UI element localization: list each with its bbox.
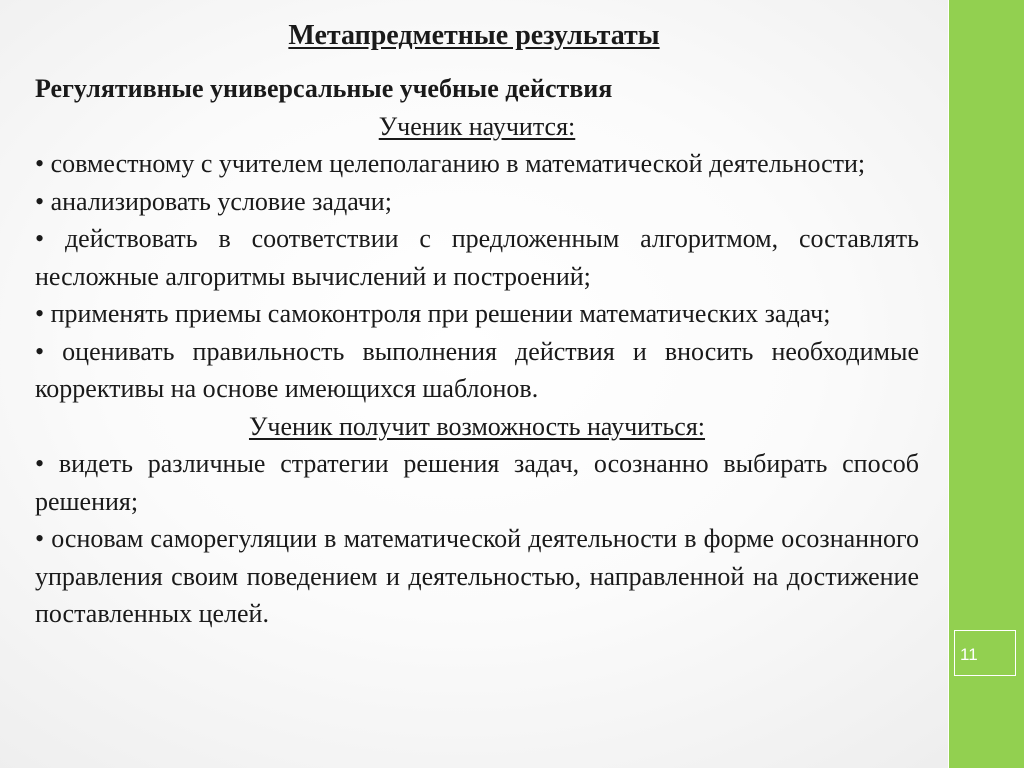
slide-title: Метапредметные результаты <box>288 20 660 51</box>
list-item: • совместному с учителем целеполаганию в математической деятельности; <box>35 149 866 178</box>
subheading: Регулятивные универсальные учебные действия <box>35 74 613 103</box>
list-item: • действовать в соответствии с предложенным алгоритмом, составлять несложные алгоритмы вычислений и построений; <box>35 224 919 291</box>
list-item: • оценивать правильность выполнения действия и вносить необходимые коррективы на основе имеющихся шаблонов. <box>35 336 919 403</box>
page-number: 11 <box>954 630 1016 676</box>
list-item: • видеть различные стратегии решения задач, осознанно выбирать способ решения; <box>35 449 919 516</box>
section-heading-will-learn: Ученик научится: <box>378 111 576 141</box>
list-item: • анализировать условие задачи; <box>35 186 392 216</box>
list-item: • применять приемы самоконтроля при решении математических задач; <box>35 299 831 328</box>
slide-body <box>35 70 919 633</box>
section-heading-opportunity: Ученик получит возможность научиться: <box>248 411 706 441</box>
list-item: • основам саморегуляции в математической деятельности в форме осознанного управления своим поведением и деятельностью, направленной на достижение поставленных целей. <box>35 524 919 628</box>
